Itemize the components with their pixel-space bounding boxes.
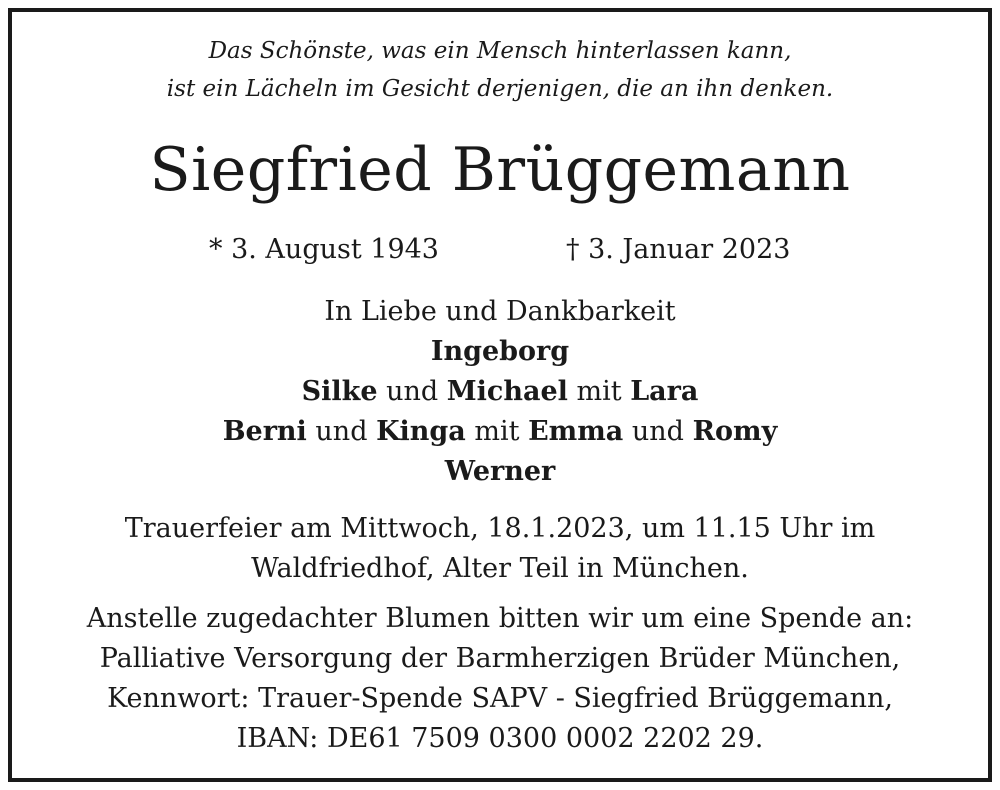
connector-word: und <box>386 376 439 407</box>
mourner-name: Silke <box>301 376 378 407</box>
connector-word: und <box>315 416 368 447</box>
connector-word: und <box>631 416 684 447</box>
funeral-service <box>12 509 988 589</box>
birth-date: * 3. August 1943 <box>209 234 439 265</box>
quote-line-2: ist ein Lächeln im Gesicht derjenigen, die an ihn denken. <box>166 76 834 102</box>
donation-line-2: Palliative Versorgung der Barmherzigen Brüder München, <box>99 643 901 674</box>
mourners-intro: In Liebe und Dankbarkeit <box>324 296 676 327</box>
obituary-frame <box>8 8 992 782</box>
connector-word: mit <box>576 376 622 407</box>
donation-request <box>12 599 988 759</box>
donation-line-1: Anstelle zugedachter Blumen bitten wir um eine Spende an: <box>86 603 914 634</box>
quote-line-1: Das Schönste, was ein Mensch hinterlassen kann, <box>208 38 792 64</box>
connector-word: mit <box>474 416 520 447</box>
service-line-1: Trauerfeier am Mittwoch, 18.1.2023, um 11.15 Uhr im <box>124 513 876 544</box>
quote <box>12 32 988 108</box>
mourners-line-4 <box>12 452 988 492</box>
mourners-line-1 <box>12 332 988 372</box>
mourner-name: Berni <box>222 416 307 447</box>
mourner-name: Romy <box>692 416 778 447</box>
mourners-line-3 <box>12 412 988 452</box>
mourners-line-2 <box>12 372 988 412</box>
donation-line-3: Kennwort: Trauer-Spende SAPV - Siegfried Brüggemann, <box>107 683 893 714</box>
mourners <box>12 292 988 492</box>
death-date: † 3. Januar 2023 <box>566 234 791 265</box>
deceased-name: Siegfried Brüggemann <box>149 135 851 205</box>
donation-line-4: IBAN: DE61 7509 0300 0002 2202 29. <box>236 723 764 754</box>
mourner-name: Michael <box>446 376 568 407</box>
mourner-name: Emma <box>528 416 624 447</box>
mourner-name: Lara <box>630 376 699 407</box>
service-line-2: Waldfriedhof, Alter Teil in München. <box>251 553 749 584</box>
mourner-name: Ingeborg <box>430 336 570 367</box>
mourner-name: Werner <box>444 456 556 487</box>
mourner-name: Kinga <box>376 416 466 447</box>
